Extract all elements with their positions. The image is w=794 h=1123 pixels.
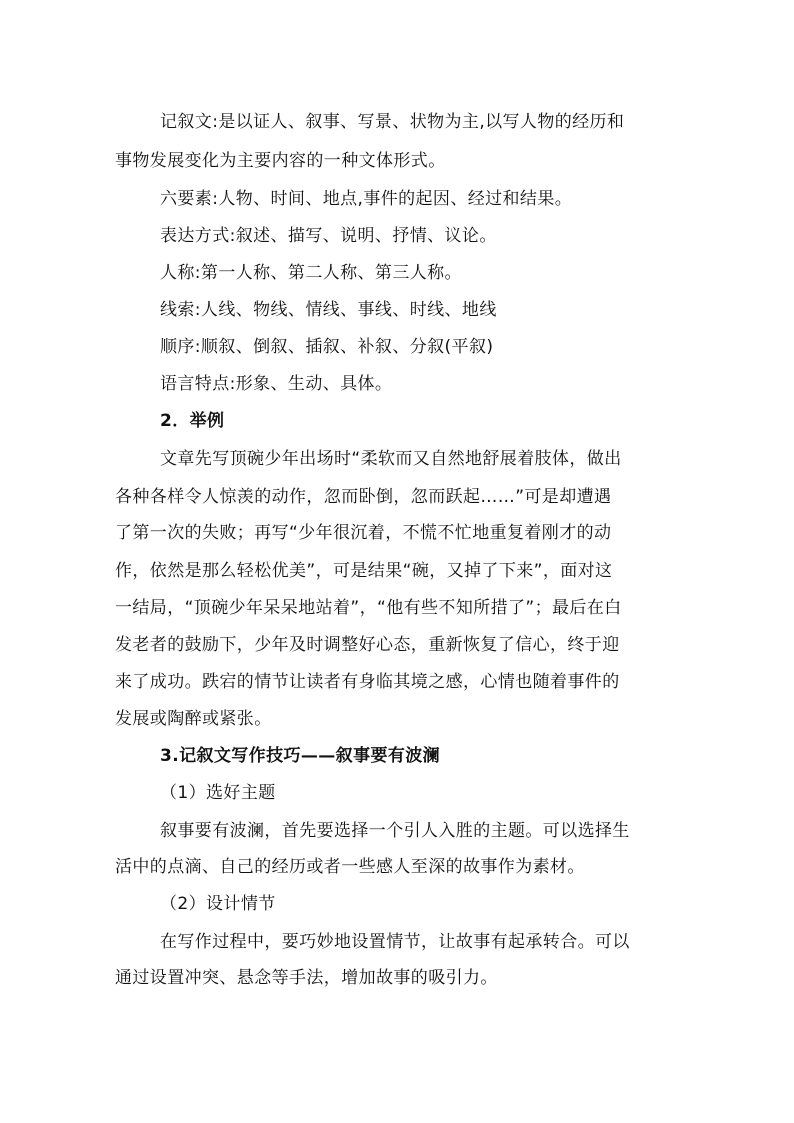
example-line: 各种各样令人惊羡的动作，忽而卧倒，忽而跃起……”可是却遭遇	[115, 487, 612, 507]
intro-line-1: 记叙文:是以证人、叙事、写景、状物为主,以写人物的经历和	[160, 112, 625, 132]
example-line: 作，依然是那么轻松优美”，可是结果“碗，又掉了下来”，面对这	[115, 561, 613, 581]
subsection-1-line: 活中的点滴、自己的经历或者一些感人至深的故事作为素材。	[115, 857, 585, 877]
subsection-2-title: （2）设计情节	[160, 894, 276, 914]
sequence: 顺序:顺叙、倒叙、插叙、补叙、分叙(平叙)	[160, 337, 494, 357]
example-line: 发老者的鼓励下，少年及时调整好心态，重新恢复了信心，终于迎	[115, 635, 620, 655]
subsection-2-line: 通过设置冲突、悬念等手法，增加故事的吸引力。	[115, 968, 498, 988]
section-2-heading: 2．举例	[160, 411, 225, 431]
example-line: 发展或陶醉或紧张。	[115, 709, 272, 729]
subsection-1-title: （1）选好主题	[160, 783, 276, 803]
example-line: 来了成功。跌宕的情节让读者有身临其境之感，心情也随着事件的	[115, 672, 620, 692]
clues: 线索:人线、物线、情线、事线、时线、地线	[160, 300, 497, 320]
example-line: 文章先写顶碗少年出场时“柔软而又自然地舒展着肢体，做出	[160, 449, 622, 469]
language-features: 语言特点:形象、生动、具体。	[160, 374, 393, 394]
six-elements: 六要素:人物、时间、地点,事件的起因、经过和结果。	[160, 189, 573, 209]
subsection-2-line: 在写作过程中，要巧妙地设置情节，让故事有起承转合。可以	[160, 932, 630, 952]
section-3-heading: 3.记叙文写作技巧——叙事要有波澜	[160, 746, 441, 766]
subsection-1-line: 叙事要有波澜，首先要选择一个引人入胜的主题。可以选择生	[160, 821, 630, 841]
example-line: 一结局，“顶碗少年呆呆地站着”，“他有些不知所措了”；最后在白	[115, 598, 622, 618]
intro-line-2: 事物发展变化为主要内容的一种文体形式。	[115, 151, 446, 171]
narrative-person: 人称:第一人称、第二人称、第三人称。	[160, 263, 462, 283]
example-line: 了第一次的失败；再写“少年很沉着，不慌不忙地重复着刚才的动	[115, 523, 612, 543]
expression-methods: 表达方式:叙述、描写、说明、抒情、议论。	[160, 226, 497, 246]
